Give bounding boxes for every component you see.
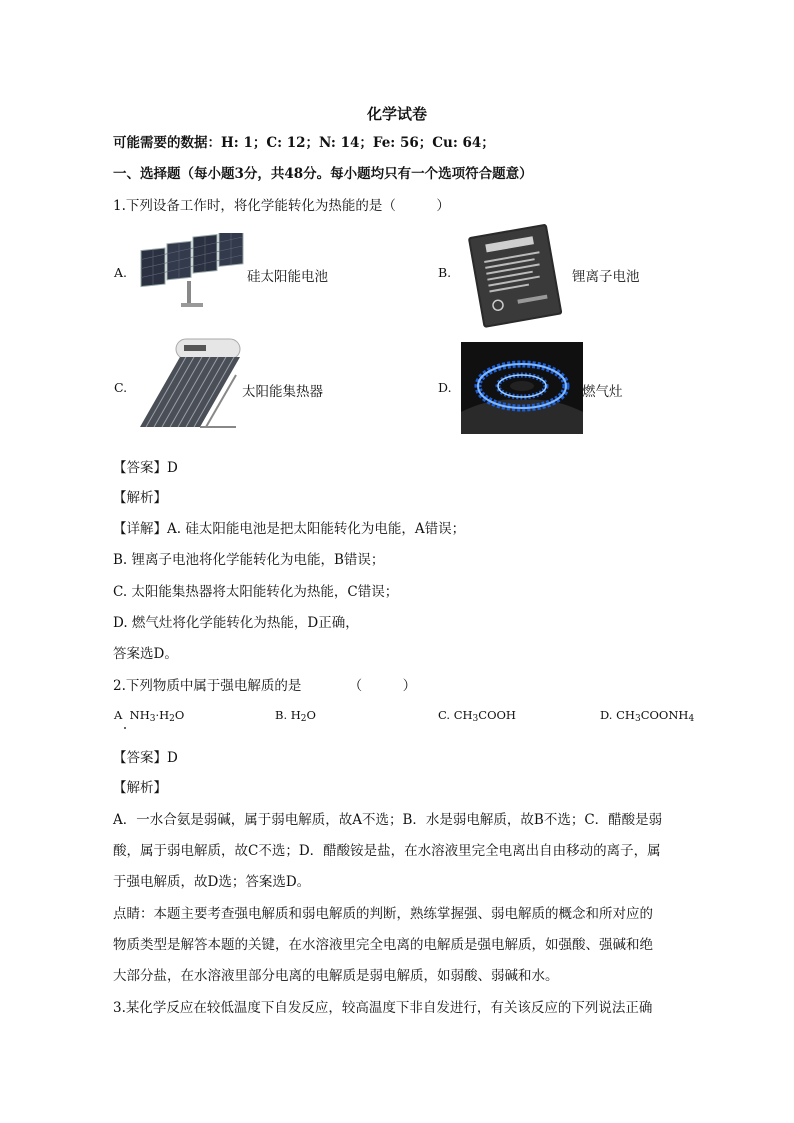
q2-answer: 【答案】D [113, 750, 178, 766]
q2-option-c: C. $CH_3COOH$ [438, 708, 516, 724]
q2-analysis-heading: 【解析】 [113, 780, 167, 796]
q2-analysis-line: 酸，属于弱电解质，故C不选；D．醋酸铵是盐，在水溶液里完全电离出自由移动的离子，属 [113, 843, 661, 859]
q1-detail-line: 答案选D。 [113, 646, 178, 662]
page-title: 化学试卷 [366, 105, 427, 123]
q2-comment-line: 点睛：本题主要考查强电解质和弱电解质的判断，熟练掌握强、弱电解质的概念和所对应的 [113, 906, 653, 922]
q1-option-b-label: 锂离子电池 [572, 269, 640, 285]
q1-option-a-letter: A. [114, 265, 128, 280]
q1-option-b-letter: B. [438, 265, 452, 280]
q1-option-d-label: 燃气灶 [582, 384, 623, 400]
q1-detail-line: 【详解】A. 硅太阳能电池是把太阳能转化为电能，A错误； [113, 521, 466, 537]
solar-panel-icon [137, 233, 249, 313]
q2-comment-line: 物质类型是解答本题的关键，在水溶液里完全电离的电解质是强电解质，如强酸、强碱和绝 [113, 937, 653, 953]
q1-answer: 【答案】D [113, 460, 178, 476]
solar-water-heater-icon [136, 335, 244, 437]
question-3-stem: 3.某化学反应在较低温度下自发反应，较高温度下非自发进行，有关该反应的下列说法正确 [113, 1000, 653, 1016]
battery-icon [461, 222, 568, 328]
q2-option-b: B. $H_2O$ [275, 708, 316, 724]
q2-option-d: D. $CH_3COONH_4$ [600, 708, 695, 724]
q1-option-c-letter: C. [114, 380, 128, 395]
q1-detail-line: D. 燃气灶将化学能转化为热能，D正确， [113, 615, 359, 631]
q1-detail-line: C. 太阳能集热器将太阳能转化为热能，C错误； [113, 584, 399, 600]
q2-comment-line: 大部分盐，在水溶液里部分电离的电解质是弱电解质，如弱酸、弱碱和水。 [113, 968, 559, 984]
section-heading: 一、选择题（每小题3分，共48分。每小题均只有一个选项符合题意） [113, 166, 533, 182]
q1-option-c-label: 太阳能集热器 [242, 384, 323, 400]
q1-option-d-letter: D. [438, 380, 452, 395]
atomic-mass-data: 可能需要的数据：H: 1；C: 12；N: 14；Fe: 56；Cu: 64； [113, 135, 495, 151]
stray-mark [124, 727, 126, 729]
question-2-stem: 2.下列物质中属于强电解质的是 （ ） [113, 678, 417, 694]
q2-analysis-line: 于强电解质，故D选；答案选D。 [113, 874, 311, 890]
q2-analysis-line: A．一水合氨是弱碱，属于弱电解质，故A不选；B．水是弱电解质，故B不选；C．醋酸是弱 [113, 812, 663, 828]
q1-detail-line: B. 锂离子电池将化学能转化为电能，B错误； [113, 552, 385, 568]
q1-analysis-heading: 【解析】 [113, 490, 167, 506]
question-1-stem: 1.下列设备工作时，将化学能转化为热能的是（ ） [113, 198, 450, 214]
q2-option-a: A $NH_3\cdot H_2O$ [114, 708, 185, 724]
gas-stove-flame-icon [461, 342, 583, 434]
q1-option-a-label: 硅太阳能电池 [247, 269, 328, 285]
